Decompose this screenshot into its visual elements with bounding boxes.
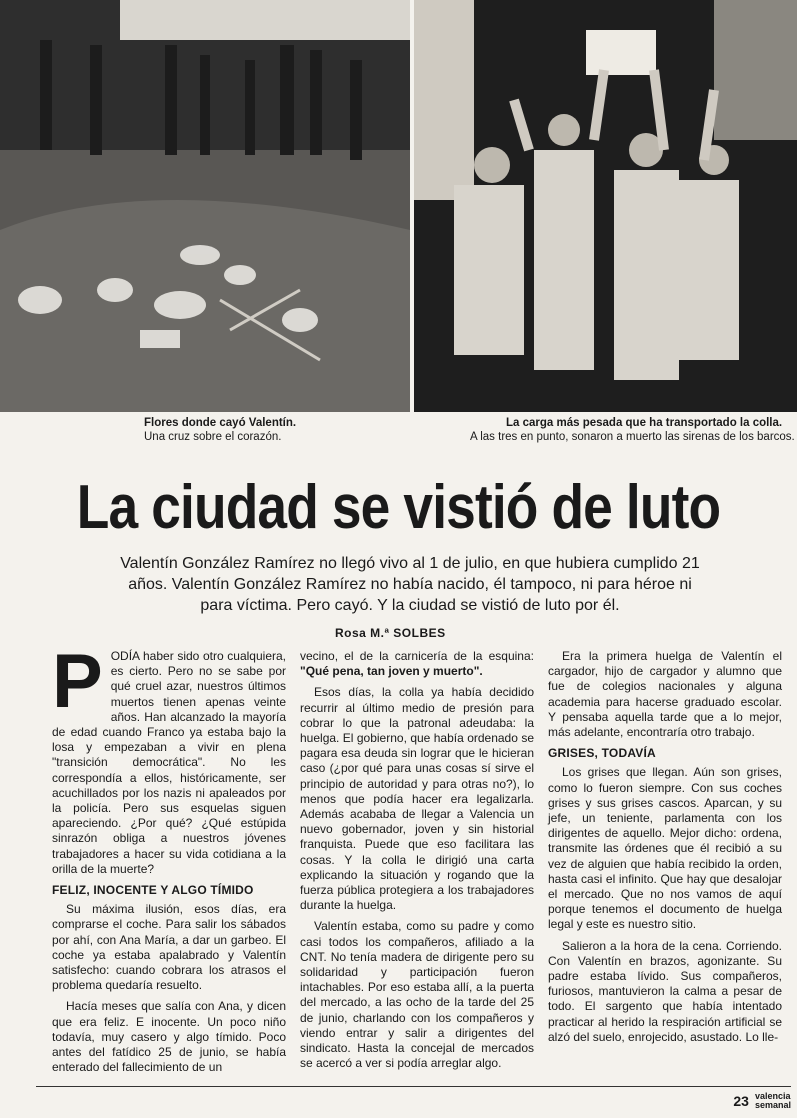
article-column-1 bbox=[52, 639, 286, 1081]
masthead-logo: valencia semanal bbox=[754, 1091, 791, 1110]
drop-cap: P bbox=[52, 639, 103, 724]
article-headline: La ciudad se vistió de luto bbox=[76, 473, 721, 542]
article-paragraph: Salieron a la hora de la cena. Corriendo. Con Valentín en brazos, agonizante. Su padre estaba lívido. Sus compañeros, furiosos, mantuvieron la calma a pesar de todo. El sargento que había intentado practicar al herido la respiración artificial se alzó del suelo, enrojecido, asustado. Lo lle- bbox=[548, 938, 782, 1044]
article-paragraph: PODÍA haber sido otro cualquiera, es cierto. Pero no se sabe por qué cruel azar, nuestros últimos muertos tienen apenas veinte años. Han alcanzado la mayoría de edad cuando Franco ya estaba bajo la losa y empezaban a vivir en plena "transición democrática". No les correspondía a ellos, históricamente, ser acuchillados por los nazis ni apaleados por la policía. Pero sus esquelas siguen apareciendo. ¿Por qué? ¿Qué estúpida sinrazón obliga a nuestros jóvenes trabajadores a hacer su vida cotidiana a la orilla de la muerte? bbox=[52, 639, 286, 876]
photo-coffin-procession bbox=[414, 0, 797, 412]
article-paragraph: Era la primera huelga de Valentín el cargador, hijo de cargador y alumno que fue de colegios nacionales y alguna academia para hacerse graduado escolar. Y pensaba aquella tarde que a lo mejor, más adelante, encontraría otro trabajo. bbox=[548, 649, 782, 740]
page-number: 23 bbox=[733, 1093, 749, 1109]
article-paragraph: Valentín estaba, como su padre y como casi todos los compañeros, afiliado a la CNT. No tenía madera de dirigente pero su solidaridad y participación fueron intachables. Por eso estaba allí, a la puerta del mercado, a las ocho de la tarde del 25 de junio, charlando con los compañeros y viendo entrar y salir a dirigentes del sindicato. Hasta la concejal de mercados se acercó a ver si podía arreglar algo. bbox=[300, 919, 534, 1071]
caption-right bbox=[470, 416, 797, 444]
page-folio bbox=[733, 1092, 791, 1110]
article-paragraph: Su máxima ilusión, esos días, era comprarse el coche. Para salir los sábados por ahí, con Ana María, a dar un garbeo. El coche ya estaba apalabrado y Valentín satisfecho: cuando cobrara los atrasos el problema quedaría resuelto. bbox=[52, 902, 286, 993]
caption-left-sub: Una cruz sobre el corazón. bbox=[144, 431, 282, 443]
section-heading: GRISES, TODAVÍA bbox=[548, 746, 656, 761]
article-column-2 bbox=[300, 649, 534, 1077]
caption-left bbox=[144, 416, 404, 444]
article-quote: "Qué pena, tan joven y muerto". bbox=[300, 664, 483, 679]
caption-right-lead: La carga más pesada que ha transportado la colla. bbox=[506, 417, 783, 429]
section-heading: FELIZ, INOCENTE Y ALGO TÍMIDO bbox=[52, 883, 254, 898]
article-paragraph: Los grises que llegan. Aún son grises, como lo fueron siempre. Con sus coches grises y sus grises cascos. Aparcan, y su jefe, un teniente, parlamenta con los dirigentes de aquello. Mejor dicho: ordena, transmite las órdenes que él recibió a su vez de alguien que había recibido la orden, hasta casi el infinito. Que hay que desalojar el mercado. Que no nos vamos de aquí porque tenemos el documento de huelga legal y este es nuestro sitio. bbox=[548, 765, 782, 932]
article-deck: Valentín González Ramírez no llegó vivo al 1 de julio, en que hubiera cumplido 21 años. Valentín González Ramírez no había nacido, él tampoco, ni para héroe ni para víctima. Pero cayó. Y la ciudad se vistió de luto por él. bbox=[120, 555, 700, 614]
caption-right-sub: A las tres en punto, sonaron a muerto las sirenas de los barcos. bbox=[470, 431, 795, 443]
footer-rule bbox=[36, 1086, 791, 1087]
article-column-3 bbox=[548, 649, 782, 1051]
photo-flowers-memorial bbox=[0, 0, 410, 412]
article-paragraph: vecino, el de la carnicería de la esquina: "Qué pena, tan joven y muerto". bbox=[300, 649, 534, 679]
article-byline: Rosa M.ª SOLBES bbox=[335, 626, 446, 640]
article-paragraph: Esos días, la colla ya había decidido recurrir al último medio de presión para cobrar lo que la patronal adeudaba: la huelga. El gobierno, que había ordenado se pagara esa deuda sin lograr que le hicieran caso (¿por qué para unas cosas sí sirve el principio de autoridad y para otras no?), lo menos que podía hacer era legalizarla. Además acababa de llegar a Valencia un nuevo gobernador, joven y sin historial franquista. Puede que eso facilitara las cosas. Y la colla le dirigió una carta explicando la situación y rogando que la fuerza pública protegiera a los trabajadores durante la huelga. bbox=[300, 685, 534, 913]
article-paragraph: Hacía meses que salía con Ana, y dicen que era feliz. E inocente. Un poco niño todavía, muy casero y algo tímido. Poco antes del fatídico 25 de junio, se había enterado del fallecimiento de un bbox=[52, 999, 286, 1075]
caption-left-lead: Flores donde cayó Valentín. bbox=[144, 417, 297, 429]
